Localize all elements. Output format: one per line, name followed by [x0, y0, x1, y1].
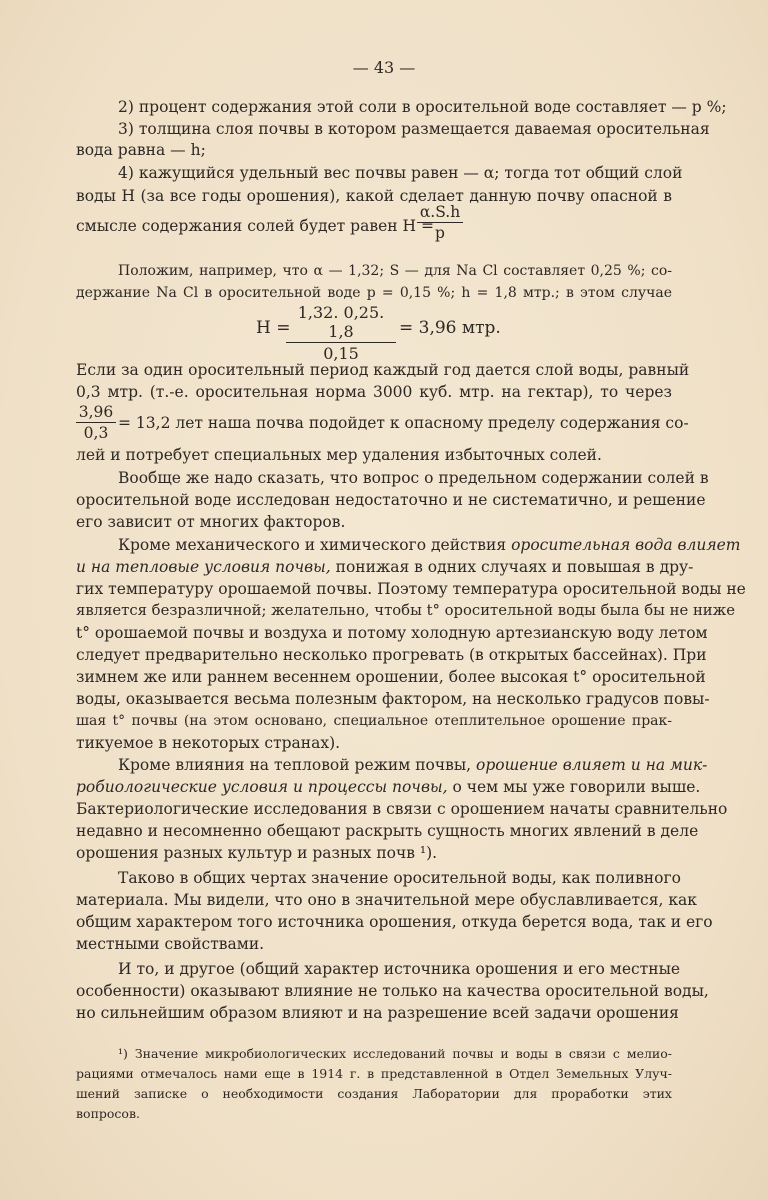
emphasis-run: робиологические условия и процессы почвы, — [76, 778, 448, 796]
thermal-line: тикуемое в некоторых странах). — [76, 734, 341, 752]
thermal-line: является безразличной; желательно, чтобы t° оросительной воды была бы не ниже — [76, 602, 736, 619]
thermal-line: воды, оказывается весьма полезным фактором, на несколько градусов повы- — [76, 690, 710, 708]
formula-numerator: α.S.h — [417, 203, 463, 223]
equation-denominator: 0,15 — [323, 344, 359, 363]
thermal-line — [118, 535, 741, 555]
thermal-line: шая t° почвы (на этом основано, специальное отеплительное орошение прак- — [76, 713, 672, 729]
period-line: Если за один оросительный период каждый год дается слой воды, равный — [76, 361, 690, 379]
equation-numerator: 1,32. 0,25. 1,8 — [286, 303, 396, 343]
thermal-line: следует предварительно несколько прогревать (в открытых бассейнах). При — [76, 646, 707, 664]
footnote-line: ¹) Значение микробиологических исследований почвы и воды в связи с мелио- — [118, 1046, 672, 1061]
period-line: = 13,2 лет наша почва подойдет к опасному пределу содержания со- — [118, 414, 689, 432]
generally-line: его зависит от многих факторов. — [76, 513, 346, 531]
thermal-line — [76, 557, 694, 577]
emphasis-run: оросительная вода влияет — [511, 536, 741, 554]
generally-line: Вообще же надо сказать, что вопрос о предельном содержании солей в — [118, 469, 709, 487]
summary-line: Таково в общих чертах значение оросительной воды, как поливного — [118, 869, 681, 887]
text-run: Кроме механического и химического действия — [118, 536, 512, 554]
footnote-line: рациями отмечалось нами еще в 1914 г. в представленной в Отдел Земельных Улуч- — [76, 1066, 672, 1081]
page-number: — 43 — — [352, 58, 416, 77]
summary-line: общим характером того источника орошения, откуда берется вода, так и его — [76, 913, 713, 931]
final-line: И то, и другое (общий характер источника орошения и его местные — [118, 960, 681, 978]
thermal-line: t° орошаемой почвы и воздуха и потому холодную артезианскую воду летом — [76, 624, 708, 642]
item-2: 2) процент содержания этой соли в оросительной воде составляет — p %; — [118, 98, 727, 116]
period-line: 0,3 мтр. (т.-е. оросительная норма 3000 куб. мтр. на гектар), то через — [76, 383, 672, 401]
summary-line: материала. Мы видели, что оно в значительной мере обуславливается, как — [76, 891, 697, 909]
micro-line: орошения разных культур и разных почв ¹). — [76, 844, 438, 862]
micro-line: Бактериологические исследования в связи с орошением начаты сравнительно — [76, 800, 728, 818]
footnote-line: шений записке о необходимости создания Лаборатории для проработки этих — [76, 1086, 672, 1101]
text-run: понижая в одних случаях и повышая в дру- — [330, 558, 694, 576]
period-numerator: 3,96 — [76, 403, 116, 423]
item-4-formula-lead: смысле содержания солей будет равен H = — [76, 217, 434, 235]
thermal-line: зимнем же или раннем весеннем орошении, более высокая t° оросительной — [76, 668, 706, 686]
generally-line: оросительной воде исследован недостаточно и не систематично, и решение — [76, 491, 706, 509]
emphasis-run: орошение влияет и на мик- — [476, 756, 708, 774]
final-line: особенности) оказывают влияние не только на качества оросительной воды, — [76, 982, 709, 1000]
formula-h-fraction — [417, 203, 463, 242]
micro-line — [76, 777, 701, 797]
item-4-line: воды H (за все годы орошения), какой сделает данную почву опасной в — [76, 187, 672, 205]
example-line: держание Na Cl в оросительной воде p = 0,15 %; h = 1,8 мтр.; в этом случае — [76, 285, 672, 301]
summary-line: местными свойствами. — [76, 935, 265, 953]
equation-rhs: = 3,96 мтр. — [399, 318, 501, 338]
period-fraction — [76, 403, 116, 442]
text-run: о чем мы уже говорили выше. — [447, 778, 701, 796]
item-3-line: 3) толщина слоя почвы в котором размещается даваемая оросительная — [118, 120, 710, 138]
formula-denominator: p — [435, 224, 445, 242]
item-4-line: 4) кажущийся удельный вес почвы равен — α; тогда тот общий слой — [118, 164, 683, 182]
equation-fraction — [286, 303, 396, 363]
text-run: Кроме влияния на тепловой режим почвы, — [118, 756, 477, 774]
emphasis-run: и на тепловые условия почвы, — [76, 558, 331, 576]
micro-line — [118, 755, 708, 775]
example-line: Положим, например, что α — 1,32; S — для Na Cl составляет 0,25 %; со- — [118, 263, 672, 279]
item-3-line: вода равна — h; — [76, 141, 206, 159]
equation-lhs: H = — [256, 318, 291, 338]
thermal-line: гих температуру орошаемой почвы. Поэтому температура оросительной воды не — [76, 580, 746, 598]
footnote-line: вопросов. — [76, 1106, 140, 1121]
period-denominator: 0,3 — [83, 424, 109, 442]
final-line: но сильнейшим образом влияют и на разрешение всей задачи орошения — [76, 1004, 679, 1022]
micro-line: недавно и несомненно обещают раскрыть сущность многих явлений в деле — [76, 822, 699, 840]
period-line: лей и потребует специальных мер удаления избыточных солей. — [76, 446, 602, 464]
